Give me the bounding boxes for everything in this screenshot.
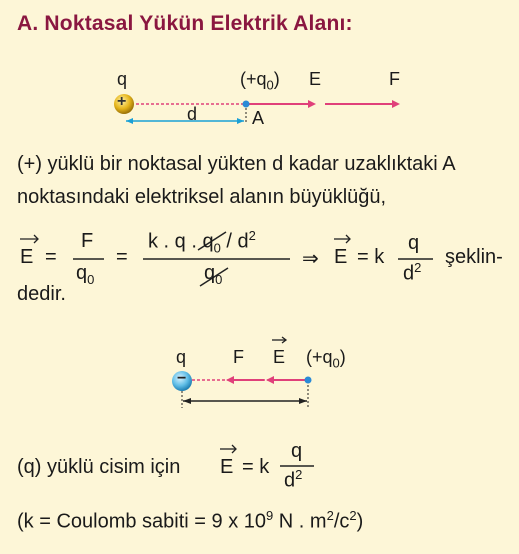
paragraph-line-1: (+) yüklü bir noktasal yükten d kadar uzaklıktaki A <box>17 153 456 175</box>
f-label: F <box>389 69 400 89</box>
plus-sign: + <box>117 93 127 110</box>
distance-label-d: d <box>187 104 198 124</box>
eq-long-numerator: k . q . $q_0 / d^2$ <box>148 228 256 256</box>
eq-q0-denominator: $q_0$ <box>76 262 95 287</box>
eq-equals-k: = k <box>357 246 385 268</box>
eq-d2-denominator: $d^2$ <box>403 260 422 285</box>
test-charge-point <box>305 377 312 384</box>
f-vector-arrowhead-2 <box>226 376 234 384</box>
point-a-label: A <box>252 108 265 128</box>
eq-tail-text: şeklin- <box>445 246 503 268</box>
distance-arrow-left <box>126 118 133 124</box>
f-vector-arrowhead <box>392 100 400 108</box>
paragraph-line-2: noktasındaki elektriksel alanın büyüklüğü, <box>17 186 387 208</box>
eq-q-numerator: q <box>408 232 420 254</box>
charge-label-q-2: q <box>176 347 187 367</box>
e-vector-arrowhead <box>308 100 316 108</box>
minus-sign: − <box>177 370 187 387</box>
point-a <box>243 101 250 108</box>
e-vector-arrowhead-2 <box>266 376 274 384</box>
dedir-text: dedir. <box>17 283 66 305</box>
e-label: E <box>309 69 322 89</box>
eq-f-numerator: F <box>81 230 94 252</box>
eq-equals-2: = <box>116 246 128 268</box>
eq-e-vector-2: E <box>334 246 348 268</box>
charge-label-q: q <box>117 69 128 89</box>
test-charge-label: $(+q_0)$ <box>240 69 280 93</box>
coulomb-constant-line: (k = Coulomb sabiti = 9 x $10^9$ N . $m^2/c^2$) <box>17 508 364 533</box>
f-label-2: F <box>233 347 244 367</box>
eq-equals-1: = <box>45 246 57 268</box>
implies-arrow: ⇒ <box>302 248 319 270</box>
distance2-arrow-right <box>299 398 307 404</box>
section-title: A. Noktasal Yükün Elektrik Alanı: <box>17 12 353 35</box>
e-label-2: E <box>273 347 286 367</box>
distance-arrow-right <box>237 118 244 124</box>
test-charge-label-2: $(+q_0)$ <box>306 347 346 371</box>
eq-e-vector: E <box>20 246 34 268</box>
q-fraction-denominator: $d^2$ <box>284 467 303 492</box>
q-e-vector: E <box>220 456 234 478</box>
q-fraction-numerator: q <box>291 440 303 462</box>
q-charge-text: (q) yüklü cisim için <box>17 456 181 478</box>
q-equals-k: = k <box>242 456 270 478</box>
distance2-arrow-left <box>183 398 191 404</box>
eq-long-denominator: $q_0$ <box>204 262 223 287</box>
